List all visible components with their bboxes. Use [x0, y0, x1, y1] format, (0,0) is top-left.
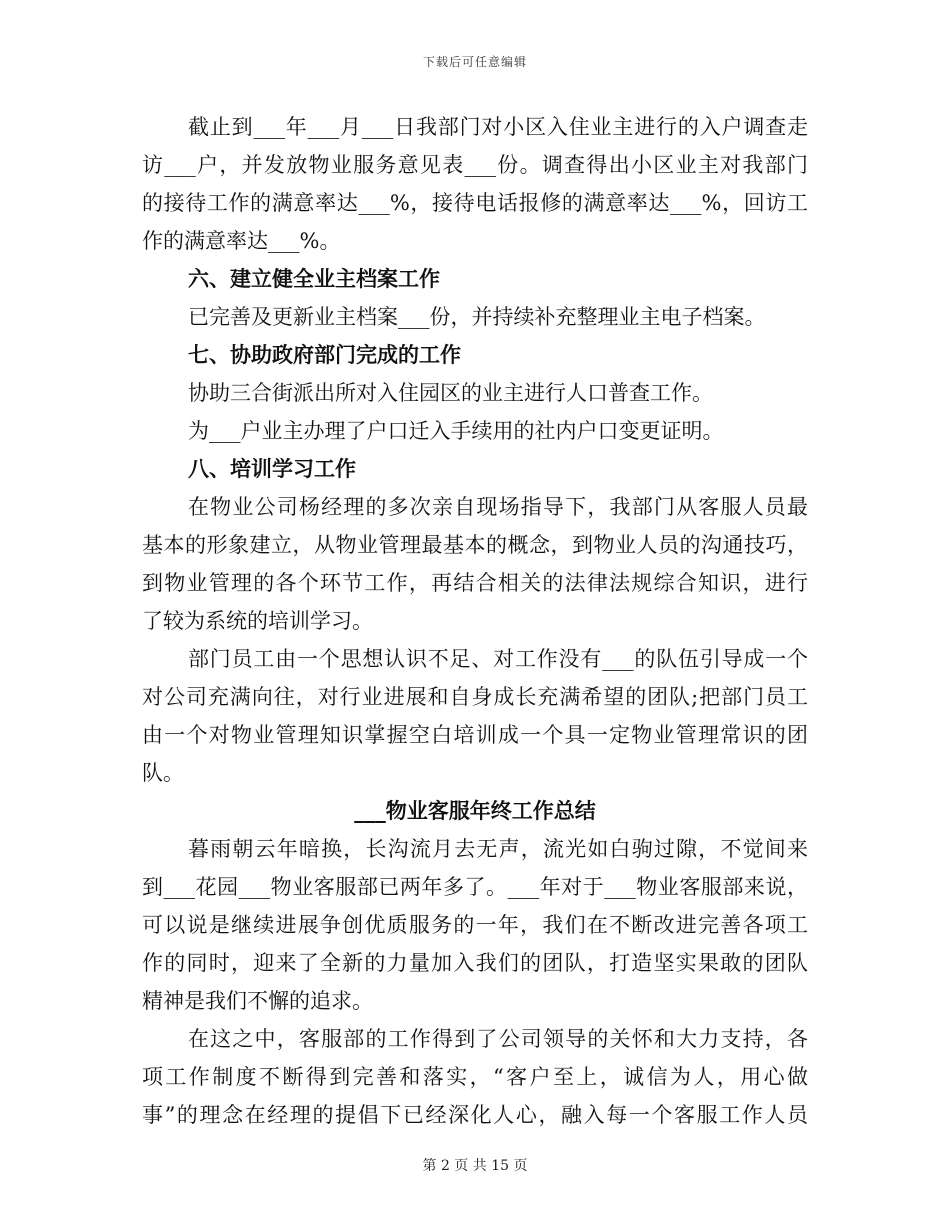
document-body — [142, 108, 808, 1134]
paragraph-line: 访___户，并发放物业服务意见表___份。调查得出小区业主对我部门 — [142, 153, 808, 177]
paragraph-line: 部门员工由一个思想认识不足、对工作没有___的队伍引导成一个 — [188, 647, 808, 671]
paragraph-line: 作的同时，迎来了全新的力量加入我们的团队，打造坚实果敢的团队 — [142, 951, 808, 975]
paragraph-line: 在这之中，客服部的工作得到了公司领导的关怀和大力支持，各 — [188, 1027, 808, 1051]
paragraph-line: 暮雨朝云年暗换，长沟流月去无声，流光如白驹过隙，不觉间来 — [188, 837, 808, 861]
paragraph-line: 截止到___年___月___日我部门对小区入住业主进行的入户调查走 — [188, 115, 808, 139]
section-heading: 七、协助政府部门完成的工作 — [188, 342, 461, 367]
page-number: 第 2 页 共 15 页 — [422, 1158, 528, 1174]
paragraph-line: 队。 — [142, 761, 184, 785]
paragraph-line: 已完善及更新业主档案___份，并持续补充整理业主电子档案。 — [188, 305, 766, 329]
paragraph-line: 事”的理念在经理的提倡下已经深化人心，融入每一个客服工作人员 — [142, 1103, 808, 1127]
paragraph-line: 对公司充满向往，对行业进展和自身成长充满希望的团队;把部门员工 — [142, 685, 808, 709]
paragraph-line: 到___花园___物业客服部已两年多了。___年对于___物业客服部来说， — [142, 875, 808, 899]
paragraph-line: 项工作制度不断得到完善和落实，“客户至上，诚信为人，用心做 — [142, 1065, 808, 1089]
paragraph-line: 了较为系统的培训学习。 — [142, 609, 373, 633]
paragraph-line: 到物业管理的各个环节工作，再结合相关的法律法规综合知识，进行 — [142, 571, 808, 595]
paragraph-line: 的接待工作的满意率达___%，接待电话报修的满意率达___%，回访工 — [142, 191, 808, 215]
paragraph-line: 作的满意率达___%。 — [142, 229, 341, 253]
paragraph-line: 精神是我们不懈的追求。 — [142, 989, 373, 1013]
paragraph-line: 为___户业主办理了户口迁入手续用的社内户口变更证明。 — [188, 419, 724, 443]
section-heading: 八、培训学习工作 — [188, 456, 356, 481]
paragraph-line: 可以说是继续进展争创优质服务的一年，我们在不断改进完善各项工 — [142, 913, 808, 937]
paragraph-line: 基本的形象建立，从物业管理最基本的概念，到物业人员的沟通技巧， — [142, 533, 808, 557]
paragraph-line: 由一个对物业管理知识掌握空白培训成一个具一定物业管理常识的团 — [142, 723, 808, 747]
page-header-note: 下载后可任意编辑 — [422, 55, 527, 69]
paragraph-line: 协助三合街派出所对入住园区的业主进行人口普查工作。 — [188, 381, 713, 405]
article-title: ___物业客服年终工作总结 — [354, 798, 596, 823]
section-heading: 六、建立健全业主档案工作 — [188, 266, 440, 291]
paragraph-line: 在物业公司杨经理的多次亲自现场指导下，我部门从客服人员最 — [188, 495, 808, 519]
